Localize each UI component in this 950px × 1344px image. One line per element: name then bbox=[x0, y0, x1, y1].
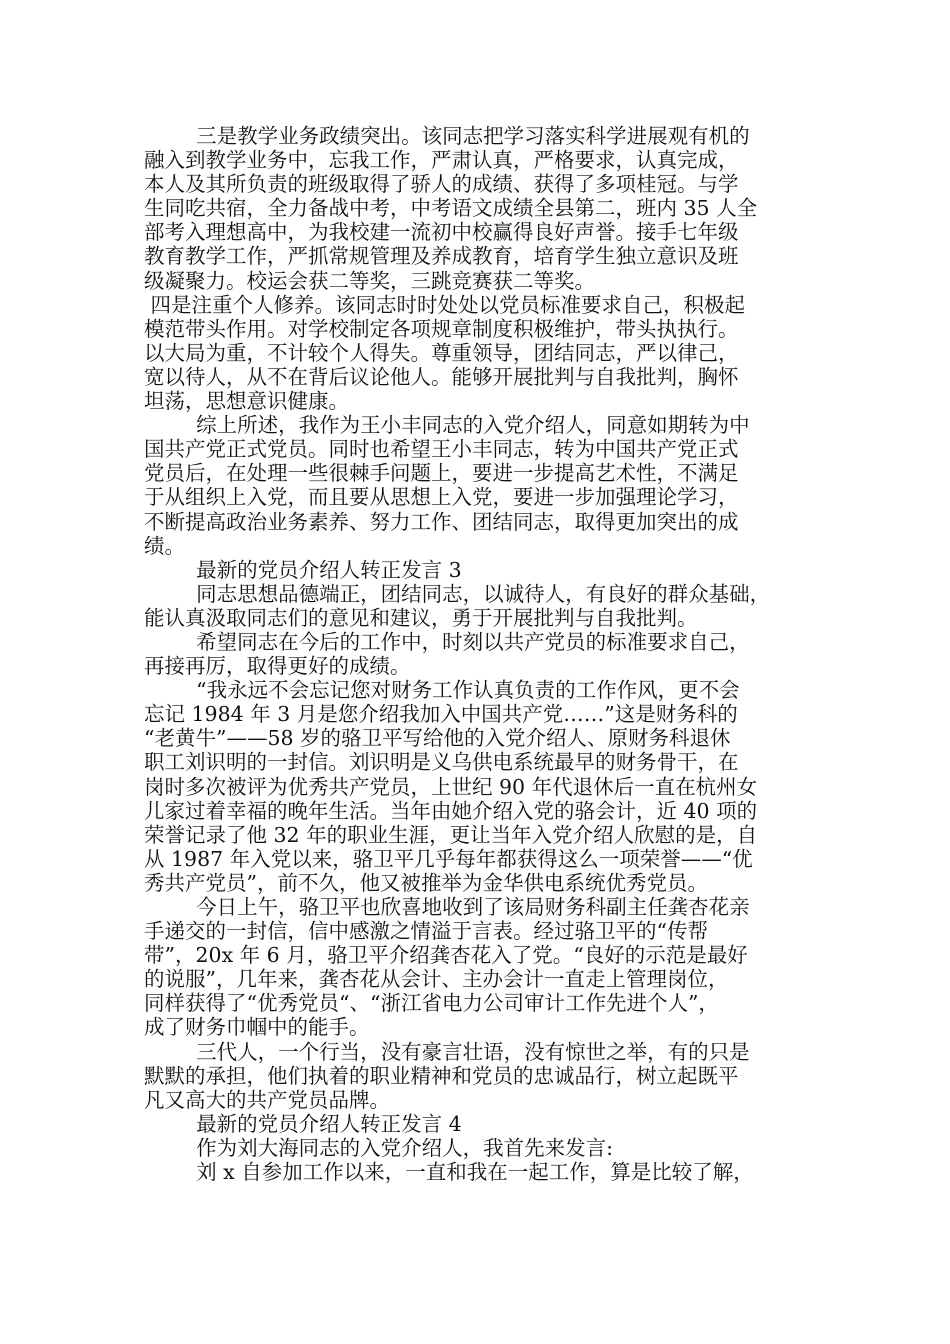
text-line: 四是注重个人修养。该同志时时处处以党员标准要求自己，积极起 bbox=[144, 292, 746, 317]
text-line: 不断提高政治业务素养、努力工作、团结同志，取得更加突出的成 bbox=[144, 509, 739, 534]
text-line: 综上所述，我作为王小丰同志的入党介绍人，同意如期转为中 bbox=[144, 413, 750, 438]
text-line: 三是教学业务政绩突出。该同志把学习落实科学进展观有机的 bbox=[144, 124, 750, 148]
text-line: 儿家过着幸福的晚年生活。当年由她介绍入党的骆会计，近 40 项的 bbox=[144, 798, 758, 823]
text-line: 以大局为重，不计较个人得失。尊重领导，团结同志，严以律己， bbox=[144, 340, 739, 365]
text-line: 手递交的一封信，信中感激之情溢于言表。经过骆卫平的“传帮 bbox=[144, 919, 708, 944]
text-line: 模范带头作用。对学校制定各项规章制度积极维护，带头执执行。 bbox=[144, 316, 739, 341]
text-line: 生同吃共宿，全力备战中考，中考语文成绩全县第二，班内 35 人全 bbox=[144, 196, 758, 221]
text-line: 作为刘大海同志的入党介绍人，我首先来发言: bbox=[144, 1135, 614, 1160]
text-line: 教育教学工作，严抓常规管理及养成教育，培育学生独立意识及班 bbox=[144, 244, 739, 269]
text-line: 凡又高大的共产党员品牌。 bbox=[144, 1087, 390, 1112]
text-line: 荣誉记录了他 32 年的职业生涯，更让当年入党介绍人欣慰的是，自 bbox=[144, 822, 758, 847]
text-line: 职工刘识明的一封信。刘识明是义乌供电系统最早的财务骨干，在 bbox=[144, 750, 739, 775]
text-line: 再接再厉，取得更好的成绩。 bbox=[144, 654, 411, 679]
text-line: 融入到教学业务中，忘我工作，严肃认真，严格要求，认真完成， bbox=[144, 148, 739, 173]
text-line: 三代人，一个行当，没有豪言壮语，没有惊世之举，有的只是 bbox=[144, 1039, 750, 1064]
text-line: 岗时多次被评为优秀共产党员，上世纪 90 年代退休后一直在杭州女 bbox=[144, 774, 758, 799]
text-line: 从 1987 年入党以来，骆卫平几乎每年都获得这么一项荣誉——“优 bbox=[144, 846, 753, 871]
text-line: 国共产党正式党员。同时也希望王小丰同志，转为中国共产党正式 bbox=[144, 437, 739, 462]
text-line: 刘 x 自参加工作以来，一直和我在一起工作，算是比较了解， bbox=[144, 1160, 754, 1185]
text-line: 部考入理想高中，为我校建一流初中校赢得良好声誉。接手七年级 bbox=[144, 220, 739, 245]
text-line: 于从组织上入党，而且要从思想上入党，要进一步加强理论学习， bbox=[144, 485, 739, 510]
document-body bbox=[144, 124, 824, 1184]
text-line: 级凝聚力。校运会获二等奖，三跳竞赛获二等奖。 bbox=[144, 268, 595, 293]
text-line: 本人及其所负责的班级取得了骄人的成绩、获得了多项桂冠。与学 bbox=[144, 172, 739, 197]
text-line: 成了财务巾帼中的能手。 bbox=[144, 1015, 370, 1040]
text-line: 坦荡，思想意识健康。 bbox=[144, 389, 349, 414]
text-line: 能认真汲取同志们的意见和建议，勇于开展批判与自我批判。 bbox=[144, 605, 698, 630]
text-line: 的说服”，几年来，龚杏花从会计、主办会计一直走上管理岗位， bbox=[144, 967, 729, 992]
text-line: 宽以待人，从不在背后议论他人。能够开展批判与自我批判，胸怀 bbox=[144, 364, 739, 389]
text-line: 希望同志在今后的工作中，时刻以共产党员的标准要求自己， bbox=[144, 629, 750, 654]
text-line: 党员后，在处理一些很棘手问题上，要进一步提高艺术性，不满足 bbox=[144, 461, 739, 486]
text-line: 同样获得了“优秀党员“、“浙江省电力公司审计工作先进个人”， bbox=[144, 991, 719, 1016]
section-heading: 最新的党员介绍人转正发言 4 bbox=[144, 1111, 462, 1136]
text-line: “我永远不会忘记您对财务工作认真负责的工作作风，更不会 bbox=[144, 678, 740, 703]
text-line: 带”，20x 年 6 月，骆卫平介绍龚杏花入了党。“良好的示范是最好 bbox=[144, 943, 748, 968]
text-line: 绩。 bbox=[144, 533, 185, 558]
text-line: 秀共产党员”，前不久，他又被推举为金华供电系统优秀党员。 bbox=[144, 870, 708, 895]
text-line: 忘记 1984 年 3 月是您介绍我加入中国共产党……”这是财务科的 bbox=[144, 702, 738, 727]
text-line: 默默的承担，他们执着的职业精神和党员的忠诚品行，树立起既平 bbox=[144, 1063, 739, 1088]
section-heading: 最新的党员介绍人转正发言 3 bbox=[144, 557, 462, 582]
text-line: “老黄牛”——58 岁的骆卫平写给他的入党介绍人、原财务科退休 bbox=[144, 726, 731, 751]
text-line: 同志思想品德端正，团结同志，以诚待人，有良好的群众基础， bbox=[144, 581, 771, 606]
text-line: 今日上午，骆卫平也欣喜地收到了该局财务科副主任龚杏花亲 bbox=[144, 895, 750, 919]
